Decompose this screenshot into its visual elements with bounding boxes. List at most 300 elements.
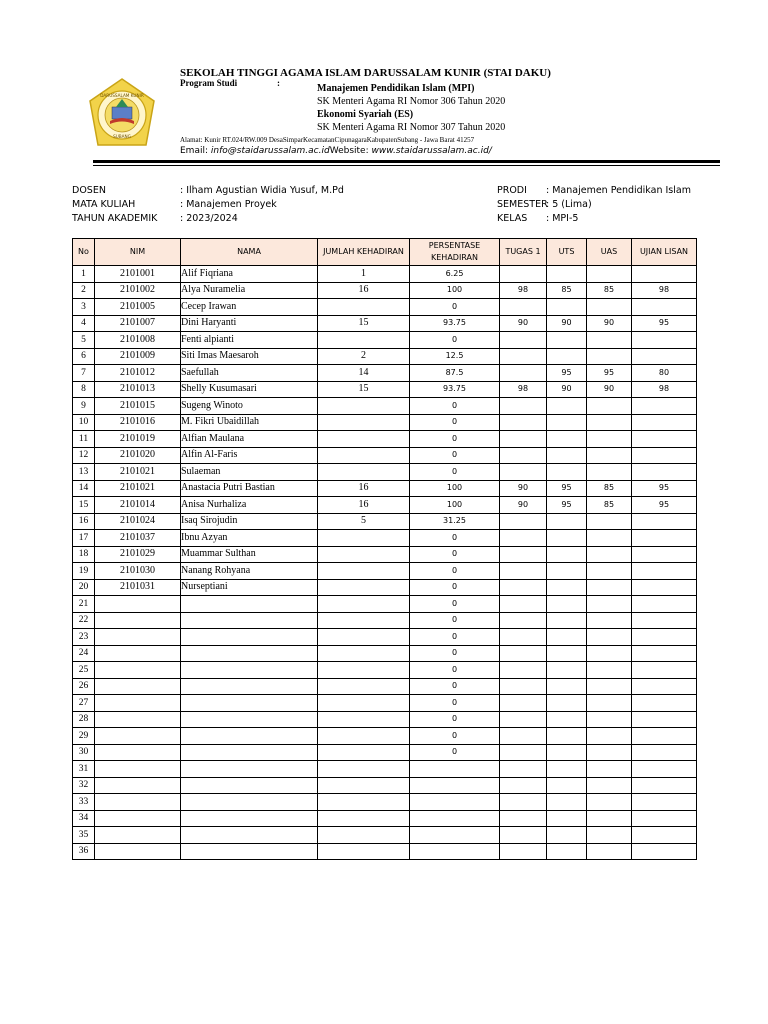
website-link[interactable]: www.staidarussalam.ac.id/: [371, 146, 492, 156]
row-persentase-kehadiran-cell: 0: [410, 398, 500, 415]
row-nim-cell: 2101031: [95, 579, 181, 596]
row-tugas-1-cell: [500, 678, 547, 695]
row-tugas-1-cell: 98: [500, 282, 547, 299]
row-persentase-kehadiran-cell: 100: [410, 480, 500, 497]
row-ujian-lisan-cell: [632, 546, 697, 563]
row-persentase-kehadiran-cell: 0: [410, 447, 500, 464]
row-tugas-1-cell: 90: [500, 480, 547, 497]
row-nim-cell: 2101030: [95, 563, 181, 580]
row-uts-cell: [547, 794, 587, 811]
row-uts-cell: 95: [547, 365, 587, 382]
row-nim-cell: 2101029: [95, 546, 181, 563]
row-persentase-kehadiran-cell: 0: [410, 744, 500, 761]
row-persentase-kehadiran-cell: 0: [410, 530, 500, 547]
row-uts-cell: [547, 728, 587, 745]
row-persentase-kehadiran-cell: 87.5: [410, 365, 500, 382]
row-jumlah-kehadiran-cell: [318, 678, 410, 695]
row-uas-cell: [587, 728, 632, 745]
row-uts-cell: [547, 662, 587, 679]
row-jumlah-kehadiran-cell: [318, 431, 410, 448]
row-no-cell: 5: [73, 332, 95, 349]
row-uts-cell: 90: [547, 381, 587, 398]
table-row: [73, 299, 697, 316]
row-no-cell: 30: [73, 744, 95, 761]
row-uas-cell: [587, 777, 632, 794]
row-nama-cell: Sugeng Winoto: [181, 398, 318, 415]
row-persentase-kehadiran-cell: 0: [410, 579, 500, 596]
row-nim-cell: [95, 794, 181, 811]
col-header-nama: NAMA: [181, 239, 318, 266]
prodi-label: PRODI: [497, 185, 527, 196]
row-uas-cell: [587, 596, 632, 613]
row-uts-cell: [547, 299, 587, 316]
program-es: Ekonomi Syariah (ES): [317, 109, 414, 120]
row-tugas-1-cell: 98: [500, 381, 547, 398]
row-jumlah-kehadiran-cell: 2: [318, 348, 410, 365]
semester-label: SEMESTER: [497, 199, 548, 210]
row-nim-cell: [95, 777, 181, 794]
matkul-value: : Manajemen Proyek: [180, 199, 277, 210]
row-jumlah-kehadiran-cell: [318, 777, 410, 794]
program-label: Program Studi: [180, 78, 238, 88]
row-nama-cell: [181, 761, 318, 778]
row-no-cell: 29: [73, 728, 95, 745]
row-tugas-1-cell: [500, 662, 547, 679]
row-ujian-lisan-cell: [632, 728, 697, 745]
row-no-cell: 9: [73, 398, 95, 415]
row-uas-cell: [587, 414, 632, 431]
row-nim-cell: [95, 810, 181, 827]
row-uts-cell: [547, 645, 587, 662]
row-nama-cell: [181, 794, 318, 811]
row-uts-cell: 95: [547, 480, 587, 497]
row-persentase-kehadiran-cell: 0: [410, 612, 500, 629]
row-uas-cell: 95: [587, 365, 632, 382]
col-header-tugas-1: TUGAS 1: [500, 239, 547, 266]
row-jumlah-kehadiran-cell: 14: [318, 365, 410, 382]
row-no-cell: 6: [73, 348, 95, 365]
row-persentase-kehadiran-cell: 0: [410, 711, 500, 728]
table-row: [73, 414, 697, 431]
col-header-no: No: [73, 239, 95, 266]
row-no-cell: 32: [73, 777, 95, 794]
program-colon: :: [277, 78, 280, 88]
row-ujian-lisan-cell: 95: [632, 497, 697, 514]
institution-name: SEKOLAH TINGGI AGAMA ISLAM DARUSSALAM KUNIR (STAI DAKU): [180, 67, 551, 79]
row-uas-cell: [587, 299, 632, 316]
row-uas-cell: [587, 431, 632, 448]
row-tugas-1-cell: [500, 596, 547, 613]
row-tugas-1-cell: [500, 266, 547, 283]
row-no-cell: 25: [73, 662, 95, 679]
row-persentase-kehadiran-cell: 0: [410, 464, 500, 481]
row-jumlah-kehadiran-cell: 15: [318, 381, 410, 398]
row-no-cell: 36: [73, 843, 95, 860]
row-uas-cell: [587, 332, 632, 349]
row-uts-cell: [547, 513, 587, 530]
decree-mpi: SK Menteri Agama RI Nomor 306 Tahun 2020: [317, 96, 506, 107]
row-no-cell: 19: [73, 563, 95, 580]
row-uts-cell: [547, 612, 587, 629]
row-nim-cell: [95, 728, 181, 745]
table-row: [73, 315, 697, 332]
row-uas-cell: [587, 761, 632, 778]
row-jumlah-kehadiran-cell: [318, 695, 410, 712]
row-no-cell: 11: [73, 431, 95, 448]
row-nim-cell: [95, 711, 181, 728]
table-row: [73, 695, 697, 712]
row-nama-cell: Fenti alpianti: [181, 332, 318, 349]
row-uts-cell: [547, 695, 587, 712]
website-label: Website:: [329, 146, 372, 156]
row-nama-cell: [181, 645, 318, 662]
row-uas-cell: [587, 348, 632, 365]
row-uas-cell: [587, 810, 632, 827]
row-uts-cell: 85: [547, 282, 587, 299]
row-nim-cell: 2101015: [95, 398, 181, 415]
row-uas-cell: [587, 794, 632, 811]
row-no-cell: 7: [73, 365, 95, 382]
row-uts-cell: [547, 777, 587, 794]
table-row: [73, 645, 697, 662]
row-uts-cell: [547, 431, 587, 448]
row-uts-cell: [547, 629, 587, 646]
row-tugas-1-cell: [500, 546, 547, 563]
row-tugas-1-cell: [500, 398, 547, 415]
row-jumlah-kehadiran-cell: [318, 761, 410, 778]
row-ujian-lisan-cell: [632, 827, 697, 844]
row-ujian-lisan-cell: [632, 563, 697, 580]
row-jumlah-kehadiran-cell: [318, 464, 410, 481]
row-ujian-lisan-cell: [632, 843, 697, 860]
dosen-value: : Ilham Agustian Widia Yusuf, M.Pd: [180, 185, 344, 196]
row-tugas-1-cell: [500, 464, 547, 481]
row-ujian-lisan-cell: [632, 447, 697, 464]
row-jumlah-kehadiran-cell: [318, 629, 410, 646]
row-ujian-lisan-cell: [632, 596, 697, 613]
row-uts-cell: 95: [547, 497, 587, 514]
row-nim-cell: [95, 645, 181, 662]
row-nim-cell: [95, 678, 181, 695]
row-nama-cell: [181, 728, 318, 745]
row-tugas-1-cell: [500, 348, 547, 365]
row-uts-cell: [547, 464, 587, 481]
table-row: [73, 282, 697, 299]
row-uts-cell: [547, 332, 587, 349]
table-row: [73, 497, 697, 514]
row-nama-cell: Alfin Al-Faris: [181, 447, 318, 464]
row-no-cell: 20: [73, 579, 95, 596]
contact-line: [180, 146, 492, 156]
row-nama-cell: Sulaeman: [181, 464, 318, 481]
logo-bottom-text: SUBANG: [113, 134, 131, 139]
row-no-cell: 16: [73, 513, 95, 530]
row-jumlah-kehadiran-cell: [318, 596, 410, 613]
row-nama-cell: [181, 843, 318, 860]
row-ujian-lisan-cell: [632, 711, 697, 728]
table-row: [73, 794, 697, 811]
row-ujian-lisan-cell: [632, 678, 697, 695]
row-jumlah-kehadiran-cell: [318, 579, 410, 596]
row-jumlah-kehadiran-cell: [318, 843, 410, 860]
table-row: [73, 348, 697, 365]
row-no-cell: 22: [73, 612, 95, 629]
row-uas-cell: [587, 695, 632, 712]
row-nim-cell: [95, 744, 181, 761]
row-jumlah-kehadiran-cell: [318, 414, 410, 431]
row-ujian-lisan-cell: [632, 744, 697, 761]
col-header-jumlah-kehadiran: JUMLAH KEHADIRAN: [318, 239, 410, 266]
col-header-ujian-lisan: UJIAN LISAN: [632, 239, 697, 266]
row-ujian-lisan-cell: [632, 348, 697, 365]
row-ujian-lisan-cell: [632, 513, 697, 530]
row-nim-cell: 2101021: [95, 464, 181, 481]
row-jumlah-kehadiran-cell: [318, 563, 410, 580]
row-nim-cell: [95, 827, 181, 844]
email-link[interactable]: info@staidarussalam.ac.id: [210, 146, 330, 156]
row-nim-cell: [95, 761, 181, 778]
row-nim-cell: 2101021: [95, 480, 181, 497]
email-label: Email:: [180, 146, 211, 156]
row-ujian-lisan-cell: [632, 431, 697, 448]
row-uas-cell: [587, 827, 632, 844]
row-persentase-kehadiran-cell: 0: [410, 332, 500, 349]
row-tugas-1-cell: [500, 365, 547, 382]
row-nim-cell: 2101016: [95, 414, 181, 431]
row-jumlah-kehadiran-cell: [318, 546, 410, 563]
row-nama-cell: [181, 810, 318, 827]
row-uas-cell: [587, 711, 632, 728]
row-no-cell: 18: [73, 546, 95, 563]
row-tugas-1-cell: [500, 827, 547, 844]
row-ujian-lisan-cell: [632, 794, 697, 811]
row-persentase-kehadiran-cell: 0: [410, 299, 500, 316]
row-jumlah-kehadiran-cell: [318, 794, 410, 811]
table-row: [73, 530, 697, 547]
row-tugas-1-cell: [500, 629, 547, 646]
table-row: [73, 744, 697, 761]
row-uas-cell: [587, 563, 632, 580]
row-tugas-1-cell: [500, 299, 547, 316]
table-row: [73, 546, 697, 563]
row-jumlah-kehadiran-cell: 5: [318, 513, 410, 530]
row-persentase-kehadiran-cell: 100: [410, 282, 500, 299]
table-row: [73, 843, 697, 860]
row-nim-cell: 2101019: [95, 431, 181, 448]
row-jumlah-kehadiran-cell: 16: [318, 282, 410, 299]
row-ujian-lisan-cell: [632, 695, 697, 712]
row-persentase-kehadiran-cell: 0: [410, 645, 500, 662]
row-nama-cell: Shelly Kusumasari: [181, 381, 318, 398]
row-uas-cell: [587, 530, 632, 547]
tahun-value: : 2023/2024: [180, 213, 238, 224]
row-no-cell: 23: [73, 629, 95, 646]
row-tugas-1-cell: [500, 695, 547, 712]
row-nama-cell: [181, 695, 318, 712]
row-nama-cell: Nanang Rohyana: [181, 563, 318, 580]
row-uas-cell: [587, 579, 632, 596]
row-uas-cell: [587, 546, 632, 563]
row-no-cell: 4: [73, 315, 95, 332]
row-no-cell: 27: [73, 695, 95, 712]
row-uas-cell: 90: [587, 381, 632, 398]
row-tugas-1-cell: [500, 563, 547, 580]
row-jumlah-kehadiran-cell: [318, 744, 410, 761]
row-nama-cell: Muammar Sulthan: [181, 546, 318, 563]
row-jumlah-kehadiran-cell: [318, 728, 410, 745]
row-uts-cell: [547, 678, 587, 695]
table-row: [73, 777, 697, 794]
address: Alamat: Kunir RT.024/RW.009 DesaSimparKecamatanCipunagaraKabupatenSubang - Jawa Barat 41257: [180, 136, 475, 144]
col-header-uas: UAS: [587, 239, 632, 266]
col-header-nim: NIM: [95, 239, 181, 266]
row-persentase-kehadiran-cell: 0: [410, 414, 500, 431]
row-tugas-1-cell: [500, 579, 547, 596]
row-uts-cell: [547, 398, 587, 415]
row-uas-cell: 85: [587, 282, 632, 299]
row-uas-cell: [587, 266, 632, 283]
table-row: [73, 596, 697, 613]
row-no-cell: 33: [73, 794, 95, 811]
table-row: [73, 398, 697, 415]
row-nama-cell: [181, 612, 318, 629]
row-no-cell: 34: [73, 810, 95, 827]
row-nim-cell: 2101037: [95, 530, 181, 547]
row-uts-cell: [547, 447, 587, 464]
row-no-cell: 12: [73, 447, 95, 464]
row-nama-cell: [181, 678, 318, 695]
header-rule-thick: [93, 160, 720, 163]
row-nim-cell: [95, 695, 181, 712]
row-nim-cell: 2101009: [95, 348, 181, 365]
row-jumlah-kehadiran-cell: [318, 645, 410, 662]
row-uts-cell: [547, 546, 587, 563]
row-uas-cell: [587, 398, 632, 415]
row-jumlah-kehadiran-cell: [318, 827, 410, 844]
row-uts-cell: [547, 711, 587, 728]
row-no-cell: 26: [73, 678, 95, 695]
row-no-cell: 2: [73, 282, 95, 299]
program-mpi: Manajemen Pendidikan Islam (MPI): [317, 83, 475, 94]
row-jumlah-kehadiran-cell: [318, 299, 410, 316]
row-nama-cell: Nurseptiani: [181, 579, 318, 596]
row-persentase-kehadiran-cell: [410, 827, 500, 844]
row-uts-cell: [547, 596, 587, 613]
row-ujian-lisan-cell: 95: [632, 480, 697, 497]
row-ujian-lisan-cell: [632, 810, 697, 827]
row-uts-cell: [547, 744, 587, 761]
tahun-label: TAHUN AKADEMIK: [72, 213, 158, 224]
row-persentase-kehadiran-cell: [410, 761, 500, 778]
row-ujian-lisan-cell: [632, 645, 697, 662]
row-tugas-1-cell: 90: [500, 497, 547, 514]
row-ujian-lisan-cell: [632, 398, 697, 415]
row-uts-cell: [547, 530, 587, 547]
row-ujian-lisan-cell: [632, 530, 697, 547]
table-row: [73, 612, 697, 629]
row-no-cell: 10: [73, 414, 95, 431]
row-uas-cell: 85: [587, 497, 632, 514]
row-nama-cell: [181, 777, 318, 794]
table-row: [73, 711, 697, 728]
row-persentase-kehadiran-cell: 93.75: [410, 381, 500, 398]
table-header-row: [73, 239, 697, 266]
row-nama-cell: [181, 744, 318, 761]
col-header-persentase-kehadiran: PERSENTASE KEHADIRAN: [410, 239, 500, 266]
row-ujian-lisan-cell: 98: [632, 381, 697, 398]
row-uas-cell: [587, 629, 632, 646]
row-nama-cell: Anastacia Putri Bastian: [181, 480, 318, 497]
row-persentase-kehadiran-cell: 100: [410, 497, 500, 514]
row-no-cell: 8: [73, 381, 95, 398]
row-persentase-kehadiran-cell: 0: [410, 728, 500, 745]
row-uas-cell: [587, 612, 632, 629]
row-persentase-kehadiran-cell: 0: [410, 563, 500, 580]
table-row: [73, 810, 697, 827]
row-nim-cell: 2101002: [95, 282, 181, 299]
row-no-cell: 1: [73, 266, 95, 283]
attendance-table: [72, 238, 697, 860]
row-no-cell: 14: [73, 480, 95, 497]
row-ujian-lisan-cell: 80: [632, 365, 697, 382]
row-ujian-lisan-cell: [632, 332, 697, 349]
row-nama-cell: Anisa Nurhaliza: [181, 497, 318, 514]
row-tugas-1-cell: [500, 530, 547, 547]
row-uts-cell: [547, 810, 587, 827]
row-tugas-1-cell: [500, 761, 547, 778]
row-uts-cell: 90: [547, 315, 587, 332]
row-jumlah-kehadiran-cell: [318, 612, 410, 629]
row-persentase-kehadiran-cell: 31.25: [410, 513, 500, 530]
row-ujian-lisan-cell: [632, 612, 697, 629]
row-nama-cell: M. Fikri Ubaidillah: [181, 414, 318, 431]
row-tugas-1-cell: [500, 332, 547, 349]
row-nama-cell: [181, 596, 318, 613]
row-uas-cell: [587, 678, 632, 695]
row-nim-cell: 2101012: [95, 365, 181, 382]
row-no-cell: 24: [73, 645, 95, 662]
row-persentase-kehadiran-cell: 0: [410, 678, 500, 695]
row-ujian-lisan-cell: 95: [632, 315, 697, 332]
row-tugas-1-cell: [500, 843, 547, 860]
row-nim-cell: 2101014: [95, 497, 181, 514]
row-nama-cell: Alif Fiqriana: [181, 266, 318, 283]
prodi-value: : Manajemen Pendidikan Islam: [546, 185, 691, 196]
row-persentase-kehadiran-cell: 0: [410, 695, 500, 712]
row-nama-cell: Siti Imas Maesaroh: [181, 348, 318, 365]
row-nim-cell: [95, 843, 181, 860]
row-nim-cell: 2101001: [95, 266, 181, 283]
table-row: [73, 431, 697, 448]
row-tugas-1-cell: [500, 645, 547, 662]
row-uts-cell: [547, 761, 587, 778]
row-no-cell: 28: [73, 711, 95, 728]
row-ujian-lisan-cell: [632, 464, 697, 481]
row-persentase-kehadiran-cell: 6.25: [410, 266, 500, 283]
row-uas-cell: [587, 645, 632, 662]
row-ujian-lisan-cell: [632, 266, 697, 283]
matkul-label: MATA KULIAH: [72, 199, 136, 210]
row-nama-cell: Saefullah: [181, 365, 318, 382]
table-row: [73, 266, 697, 283]
row-ujian-lisan-cell: [632, 629, 697, 646]
row-nama-cell: Isaq Sirojudin: [181, 513, 318, 530]
row-jumlah-kehadiran-cell: 1: [318, 266, 410, 283]
row-nim-cell: 2101013: [95, 381, 181, 398]
row-jumlah-kehadiran-cell: [318, 711, 410, 728]
row-uas-cell: [587, 513, 632, 530]
row-persentase-kehadiran-cell: 93.75: [410, 315, 500, 332]
